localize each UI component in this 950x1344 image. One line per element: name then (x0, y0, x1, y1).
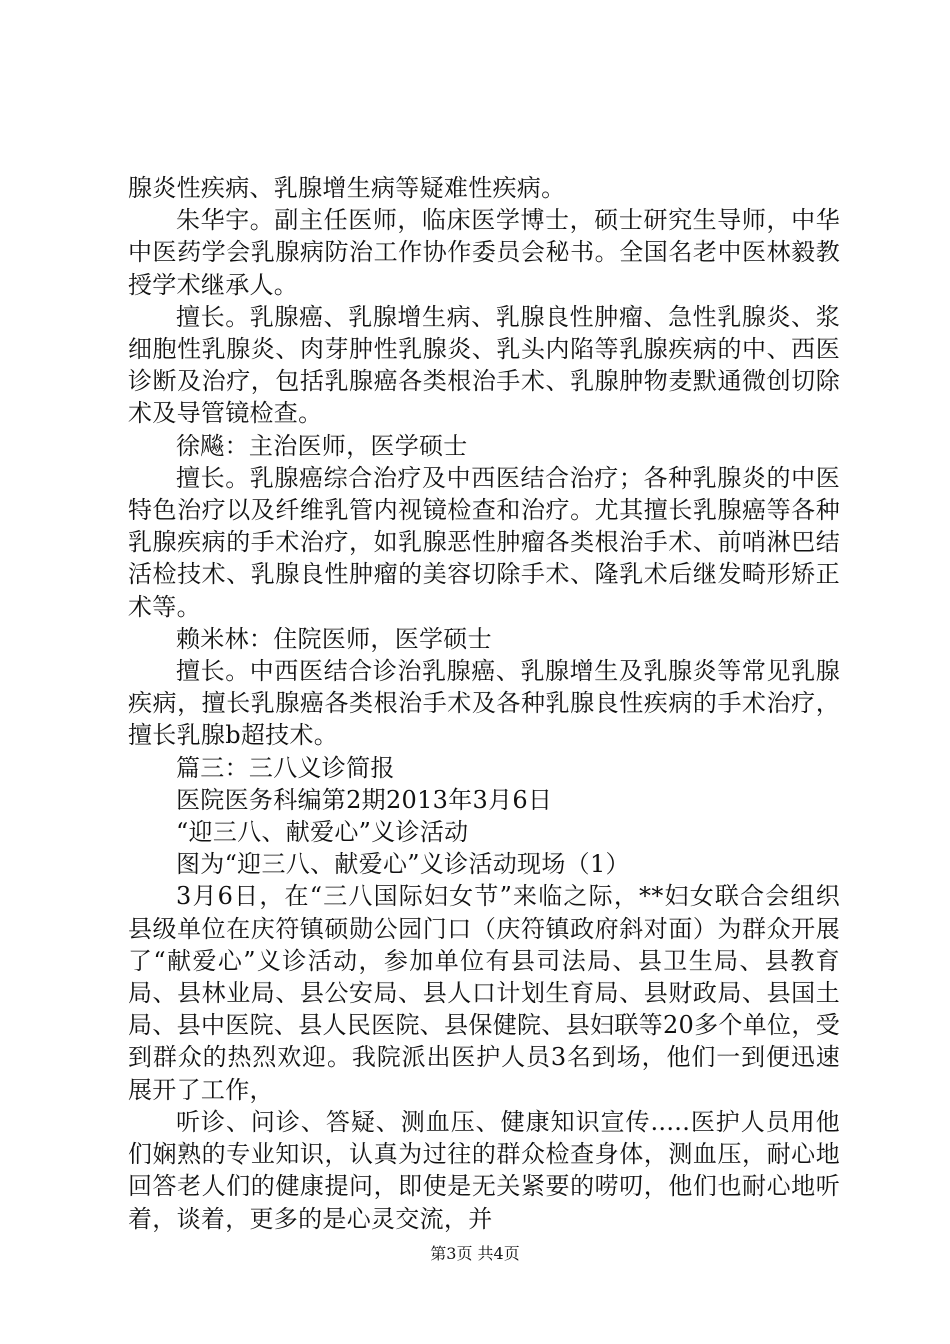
paragraph-4: 擅长。乳腺癌综合治疗及中西医结合治疗；各种乳腺炎的中医特色治疗以及纤维乳管内视镜检查和治疗。尤其擅长乳腺癌等各种乳腺疾病的手术治疗，如乳腺恶性肿瘤各类根治手术、前哨淋巴结活检技术、乳腺良性肿瘤的美容切除手术、隆乳术后继发畸形矫正术等。 (128, 463, 840, 621)
bulletin-title: “迎三八、献爱心”义诊活动 (176, 818, 469, 847)
document-body (128, 172, 840, 1235)
paragraph-11: 3月6日，在“三八国际妇女节”来临之际，**妇女联合会组织县级单位在庆符镇硕勋公园门口（庆符镇政府斜对面）为群众开展了“献爱心”义诊活动，参加单位有县司法局、县卫生局、县教育局、县林业局、县公安局、县人口计划生育局、县财政局、县国土局、县中医院、县人民医院、县保健院、县妇联等20多个单位，受到群众的热烈欢迎。我院派出医护人员3名到场，他们一到便迅速展开了工作， (128, 882, 840, 1104)
section-heading: 篇三：三八义诊简报 (176, 753, 395, 782)
paragraph-3: 徐飚：主治医师，医学硕士 (176, 431, 468, 460)
photo-caption: 图为“迎三八、献爱心”义诊活动现场（1） (176, 850, 630, 879)
bulletin-issue-line: 医院医务科编第2期2013年3月6日 (176, 785, 553, 814)
paragraph-5: 赖米林：住院医师，医学硕士 (176, 624, 492, 653)
paragraph-2: 擅长。乳腺癌、乳腺增生病、乳腺良性肿瘤、急性乳腺炎、浆细胞性乳腺炎、肉芽肿性乳腺炎、乳头内陷等乳腺疾病的中、西医诊断及治疗，包括乳腺癌各类根治手术、乳腺肿物麦默通微创切除术及导管镜检查。 (128, 302, 840, 428)
paragraph-0: 腺炎性疾病、乳腺增生病等疑难性疾病。 (128, 174, 566, 202)
paragraph-6: 擅长。中西医结合诊治乳腺癌、乳腺增生及乳腺炎等常见乳腺疾病，擅长乳腺癌各类根治手术及各种乳腺良性疾病的手术治疗，擅长乳腺b超技术。 (128, 657, 840, 750)
paragraph-1: 朱华宇。副主任医师，临床医学博士，硕士研究生导师，中华中医药学会乳腺病防治工作协作委员会秘书。全国名老中医林毅教授学术继承人。 (128, 206, 840, 299)
paragraph-12: 听诊、问诊、答疑、测血压、健康知识宣传.....医护人员用他们娴熟的专业知识，认真为过往的群众检查身体，测血压，耐心地回答老人们的健康提问，即使是无关紧要的唠叨，他们也耐心地听着，谈着，更多的是心灵交流，并 (128, 1107, 840, 1233)
page-number-footer: 第3页 共4页 (430, 1244, 520, 1263)
